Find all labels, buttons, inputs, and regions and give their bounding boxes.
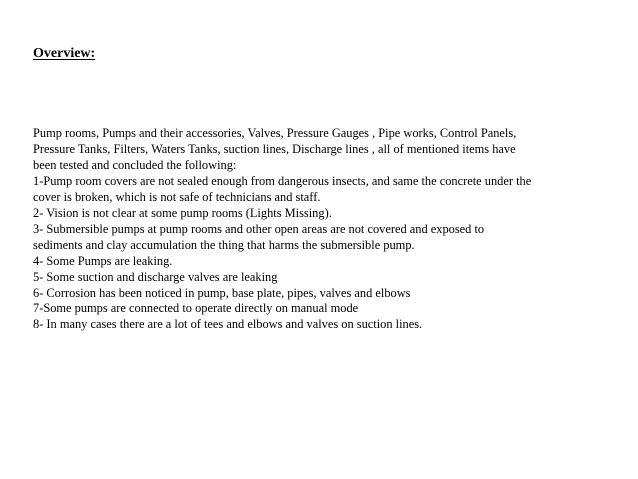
finding-3: 3- Submersible pumps at pump rooms and other open areas are not covered and exposed to [33,221,485,236]
finding-6: 6- Corrosion has been noticed in pump, base plate, pipes, valves and elbows [33,285,411,300]
finding-1-continued: cover is broken, which is not safe of technicians and staff. [33,189,321,204]
finding-3-continued: sediments and clay accumulation the thing that harms the submersible pump. [33,237,415,252]
finding-2: 2- Vision is not clear at some pump rooms (Lights Missing). [33,205,332,220]
slide-body [33,126,613,333]
finding-8: 8- In many cases there are a lot of tees and elbows and valves on suction lines. [33,317,423,332]
body-line: Pressure Tanks, Filters, Waters Tanks, suction lines, Discharge lines , all of mentioned items have [33,141,516,156]
finding-7: 7-Some pumps are connected to operate directly on manual mode [33,301,359,316]
body-line: Pump rooms, Pumps and their accessories, Valves, Pressure Gauges , Pipe works, Control Panels, [33,126,517,140]
body-line: been tested and concluded the following: [33,157,237,172]
finding-5: 5- Some suction and discharge valves are leaking [33,269,278,284]
finding-1: 1-Pump room covers are not sealed enough from dangerous insects, and same the concrete under the [33,173,532,188]
finding-4: 4- Some Pumps are leaking. [33,253,173,268]
slide-title: Overview: [33,46,96,61]
